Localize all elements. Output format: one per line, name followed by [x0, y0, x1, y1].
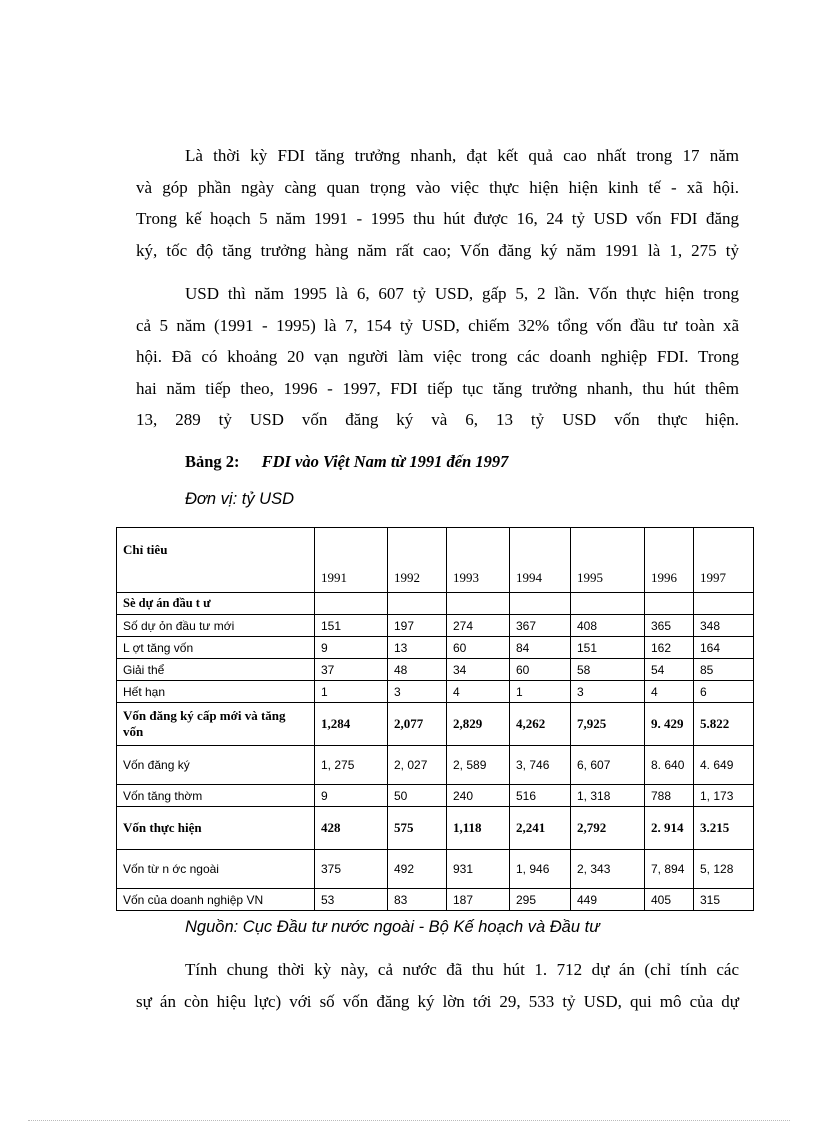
empty-cell — [388, 593, 447, 615]
table-header-row — [117, 528, 754, 593]
header-year: 1993 — [447, 528, 510, 593]
value-cell: 197 — [388, 615, 447, 637]
row-label: Giải thể — [117, 659, 315, 681]
paragraph-line: Là thời kỳ FDI tăng trưởng nhanh, đạt kết quả cao nhất trong 17 năm — [185, 146, 739, 165]
value-cell: 1, 946 — [510, 850, 571, 889]
paragraph-line: 13, 289 tỷ USD vốn đăng ký và 6, 13 tỷ USD vốn thực hiện. — [136, 410, 739, 429]
value-cell: 2, 343 — [571, 850, 645, 889]
paragraph-line: hội. Đã có khoảng 20 vạn người làm việc trong các doanh nghiệp FDI. Trong — [136, 347, 739, 366]
paragraph-line: cả 5 năm (1991 - 1995) là 7, 154 tỷ USD, chiếm 32% tổng vốn đầu tư toàn xã — [136, 315, 739, 335]
row-label: Vốn tăng thờm — [117, 785, 315, 807]
row-label: Vốn từ n ớc ngoài — [117, 850, 315, 889]
value-cell: 1, 318 — [571, 785, 645, 807]
paragraph-line: Tính chung thời kỳ này, cả nước đã thu hút 1. 712 dự án (chỉ tính các — [185, 960, 739, 979]
table-row — [117, 659, 754, 681]
table-row — [117, 615, 754, 637]
value-cell: 151 — [571, 637, 645, 659]
table-row — [117, 889, 754, 911]
row-label: Vốn thực hiện — [117, 807, 315, 850]
value-cell: 3.215 — [694, 807, 754, 850]
value-cell: 2,792 — [571, 807, 645, 850]
header-year: 1992 — [388, 528, 447, 593]
value-cell: 60 — [447, 637, 510, 659]
value-cell: 9 — [315, 637, 388, 659]
paragraph-1 — [136, 140, 739, 266]
paragraph-3 — [136, 954, 739, 1017]
empty-cell — [645, 593, 694, 615]
value-cell: 375 — [315, 850, 388, 889]
header-indicator: Chỉ tiêu — [117, 528, 315, 593]
value-cell: 367 — [510, 615, 571, 637]
value-cell: 2,077 — [388, 703, 447, 746]
value-cell: 37 — [315, 659, 388, 681]
footer-divider — [28, 1120, 790, 1121]
value-cell: 50 — [388, 785, 447, 807]
table-caption — [185, 452, 508, 472]
value-cell: 13 — [388, 637, 447, 659]
paragraph-line: ký, tốc độ tăng trưởng hàng năm rất cao; Vốn đăng ký năm 1991 là 1, 275 tỷ — [136, 240, 739, 260]
value-cell: 6 — [694, 681, 754, 703]
table-row — [117, 703, 754, 746]
value-cell: 4,262 — [510, 703, 571, 746]
paragraph-line: Trong kế hoạch 5 năm 1991 - 1995 thu hút được 16, 24 tỷ USD vốn FDI đăng — [136, 209, 739, 228]
value-cell: 4 — [447, 681, 510, 703]
empty-cell — [571, 593, 645, 615]
value-cell: 1 — [315, 681, 388, 703]
value-cell: 2, 027 — [388, 746, 447, 785]
value-cell: 348 — [694, 615, 754, 637]
row-label: Vốn của doanh nghiệp VN — [117, 889, 315, 911]
value-cell: 405 — [645, 889, 694, 911]
value-cell: 449 — [571, 889, 645, 911]
value-cell: 164 — [694, 637, 754, 659]
table-row — [117, 850, 754, 889]
value-cell: 2,241 — [510, 807, 571, 850]
paragraph-line: hai năm tiếp theo, 1996 - 1997, FDI tiếp tục tăng trưởng nhanh, thu hút thêm — [136, 378, 739, 398]
value-cell: 54 — [645, 659, 694, 681]
value-cell: 428 — [315, 807, 388, 850]
row-label: Vốn đăng ký — [117, 746, 315, 785]
header-year: 1994 — [510, 528, 571, 593]
value-cell: 365 — [645, 615, 694, 637]
header-year: 1995 — [571, 528, 645, 593]
table-caption-label: Bảng 2: — [185, 452, 240, 471]
table-row — [117, 785, 754, 807]
row-label: L ợt tăng vốn — [117, 637, 315, 659]
value-cell: 60 — [510, 659, 571, 681]
value-cell: 7,925 — [571, 703, 645, 746]
value-cell: 575 — [388, 807, 447, 850]
value-cell: 274 — [447, 615, 510, 637]
value-cell: 408 — [571, 615, 645, 637]
value-cell: 931 — [447, 850, 510, 889]
table-row — [117, 681, 754, 703]
value-cell: 6, 607 — [571, 746, 645, 785]
empty-cell — [447, 593, 510, 615]
table-row — [117, 807, 754, 850]
value-cell: 85 — [694, 659, 754, 681]
value-cell: 5, 128 — [694, 850, 754, 889]
value-cell: 5.822 — [694, 703, 754, 746]
value-cell: 1,118 — [447, 807, 510, 850]
value-cell: 2,829 — [447, 703, 510, 746]
value-cell: 9 — [315, 785, 388, 807]
value-cell: 3, 746 — [510, 746, 571, 785]
row-label: Hết hạn — [117, 681, 315, 703]
paragraph-line: sự án còn hiệu lực) với số vốn đăng ký lờn tới 29, 533 tỷ USD, qui mô của dự — [136, 991, 739, 1011]
table-row — [117, 637, 754, 659]
value-cell: 34 — [447, 659, 510, 681]
value-cell: 83 — [388, 889, 447, 911]
value-cell: 1, 173 — [694, 785, 754, 807]
fdi-table — [116, 527, 754, 911]
value-cell: 4. 649 — [694, 746, 754, 785]
value-cell: 151 — [315, 615, 388, 637]
section-row — [117, 593, 754, 615]
header-year: 1991 — [315, 528, 388, 593]
row-label: Số dự ỏn đầu tư mới — [117, 615, 315, 637]
value-cell: 4 — [645, 681, 694, 703]
unit-note: Đơn vị: tỷ USD — [185, 490, 294, 508]
value-cell: 162 — [645, 637, 694, 659]
fdi-table-wrapper — [116, 527, 754, 911]
value-cell: 8. 640 — [645, 746, 694, 785]
value-cell: 2. 914 — [645, 807, 694, 850]
value-cell: 53 — [315, 889, 388, 911]
value-cell: 295 — [510, 889, 571, 911]
value-cell: 1, 275 — [315, 746, 388, 785]
value-cell: 1 — [510, 681, 571, 703]
value-cell: 240 — [447, 785, 510, 807]
header-year: 1997 — [694, 528, 754, 593]
value-cell: 9. 429 — [645, 703, 694, 746]
empty-cell — [510, 593, 571, 615]
table-caption-title: FDI vào Việt Nam từ 1991 đến 1997 — [261, 452, 509, 471]
paragraph-2 — [136, 278, 739, 436]
source-note: Nguồn: Cục Đầu tư nước ngoài - Bộ Kế hoạch và Đầu tư — [185, 918, 600, 936]
paragraph-line: USD thì năm 1995 là 6, 607 tỷ USD, gấp 5, 2 lần. Vốn thực hiện trong — [185, 284, 739, 303]
header-year: 1996 — [645, 528, 694, 593]
value-cell: 2, 589 — [447, 746, 510, 785]
empty-cell — [315, 593, 388, 615]
table-row — [117, 746, 754, 785]
value-cell: 84 — [510, 637, 571, 659]
value-cell: 58 — [571, 659, 645, 681]
value-cell: 187 — [447, 889, 510, 911]
value-cell: 788 — [645, 785, 694, 807]
value-cell: 3 — [388, 681, 447, 703]
value-cell: 315 — [694, 889, 754, 911]
value-cell: 1,284 — [315, 703, 388, 746]
row-label: Vốn đăng ký cấp mới và tăng vốn — [117, 703, 315, 746]
value-cell: 7, 894 — [645, 850, 694, 889]
section-label: Sè dự án đầu t ư — [117, 593, 315, 615]
paragraph-line: và góp phần ngày càng quan trọng vào việc thực hiện hiện kinh tế - xã hội. — [136, 177, 739, 197]
value-cell: 48 — [388, 659, 447, 681]
value-cell: 3 — [571, 681, 645, 703]
empty-cell — [694, 593, 754, 615]
value-cell: 516 — [510, 785, 571, 807]
value-cell: 492 — [388, 850, 447, 889]
